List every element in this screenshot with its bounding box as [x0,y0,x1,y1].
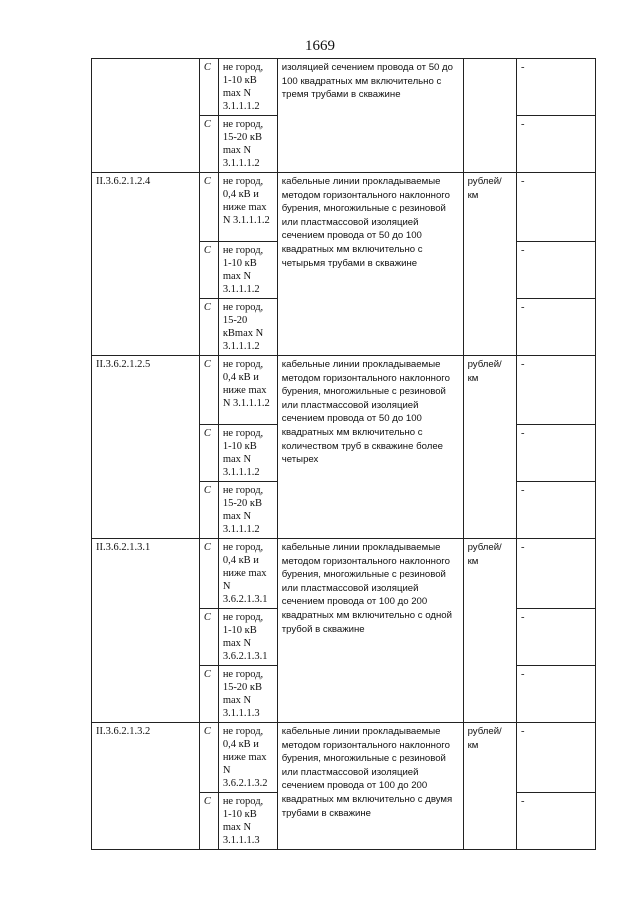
value-cell: - [516,242,595,299]
table-row [92,723,596,793]
category-cell: C [199,59,218,116]
description-cell: кабельные линии прокладываемые методом горизонтального наклонного бурения, многожильные с резиновой или пластмассовой изоляцией сечением провода от 100 до 200 квадратных мм включительно с одной трубой в скважине [277,539,463,723]
unit-cell: рублей/ км [463,723,516,850]
value-cell: - [516,793,595,850]
category-cell: C [199,723,218,793]
value-cell: - [516,723,595,793]
value-cell: - [516,482,595,539]
condition-cell: не город, 1-10 кВ max N 3.1.1.1.2 [218,425,277,482]
unit-cell: рублей/ км [463,173,516,356]
description-cell: кабельные линии прокладываемые методом горизонтального наклонного бурения, многожильные с резиновой или пластмассовой изоляцией сечением провода от 50 до 100 квадратных мм включительно с количеством труб в скважине более четырех [277,356,463,539]
condition-cell: не город, 15-20 кВ max N 3.1.1.1.2 [218,482,277,539]
description-cell: кабельные линии прокладываемые методом горизонтального наклонного бурения, многожильные с резиновой или пластмассовой изоляцией сечением провода от 100 до 200 квадратных мм включительно с двумя трубами в скважине [277,723,463,850]
condition-cell: не город, 15-20 кВ max N 3.1.1.1.2 [218,116,277,173]
category-cell: C [199,242,218,299]
category-cell: C [199,793,218,850]
value-cell: - [516,299,595,356]
table-row [92,59,596,116]
unit-cell: рублей/ км [463,356,516,539]
table-row [92,539,596,609]
category-cell: C [199,299,218,356]
item-code [92,59,200,173]
value-cell: - [516,539,595,609]
category-cell: C [199,356,218,425]
tariff-table-body [92,59,596,850]
description-cell: кабельные линии прокладываемые методом горизонтального наклонного бурения, многожильные с резиновой или пластмассовой изоляцией сечением провода от 50 до 100 квадратных мм включительно с четырьмя трубами в скважине [277,173,463,356]
value-cell: - [516,173,595,242]
value-cell: - [516,59,595,116]
value-cell: - [516,116,595,173]
value-cell: - [516,609,595,666]
tariff-table [91,58,596,850]
unit-cell: рублей/ км [463,539,516,723]
item-code: II.3.6.2.1.3.2 [92,723,200,850]
condition-cell: не город, 15-20 кВmax N 3.1.1.1.2 [218,299,277,356]
condition-cell: не город, 0,4 кВ и ниже max N 3.1.1.1.2 [218,173,277,242]
category-cell: C [199,482,218,539]
value-cell: - [516,356,595,425]
category-cell: C [199,666,218,723]
item-code: II.3.6.2.1.3.1 [92,539,200,723]
condition-cell: не город, 0,4 кВ и ниже max N 3.1.1.1.2 [218,356,277,425]
category-cell: C [199,425,218,482]
condition-cell: не город, 0,4 кВ и ниже max N 3.6.2.1.3.1 [218,539,277,609]
category-cell: C [199,539,218,609]
item-code: II.3.6.2.1.2.5 [92,356,200,539]
item-code: II.3.6.2.1.2.4 [92,173,200,356]
condition-cell: не город, 1-10 кВ max N 3.1.1.1.3 [218,793,277,850]
value-cell: - [516,425,595,482]
page-number: 1669 [305,38,335,54]
table-row [92,356,596,425]
condition-cell: не город, 1-10 кВ max N 3.1.1.1.2 [218,242,277,299]
condition-cell: не город, 15-20 кВ max N 3.1.1.1.3 [218,666,277,723]
category-cell: C [199,116,218,173]
condition-cell: не город, 0,4 кВ и ниже max N 3.6.2.1.3.2 [218,723,277,793]
category-cell: C [199,173,218,242]
value-cell: - [516,666,595,723]
category-cell: C [199,609,218,666]
unit-cell [463,59,516,173]
condition-cell: не город, 1-10 кВ max N 3.6.2.1.3.1 [218,609,277,666]
description-cell: изоляцией сечением провода от 50 до 100 квадратных мм включительно с тремя трубами в скважине [277,59,463,173]
condition-cell: не город, 1-10 кВ max N 3.1.1.1.2 [218,59,277,116]
table-row [92,173,596,242]
